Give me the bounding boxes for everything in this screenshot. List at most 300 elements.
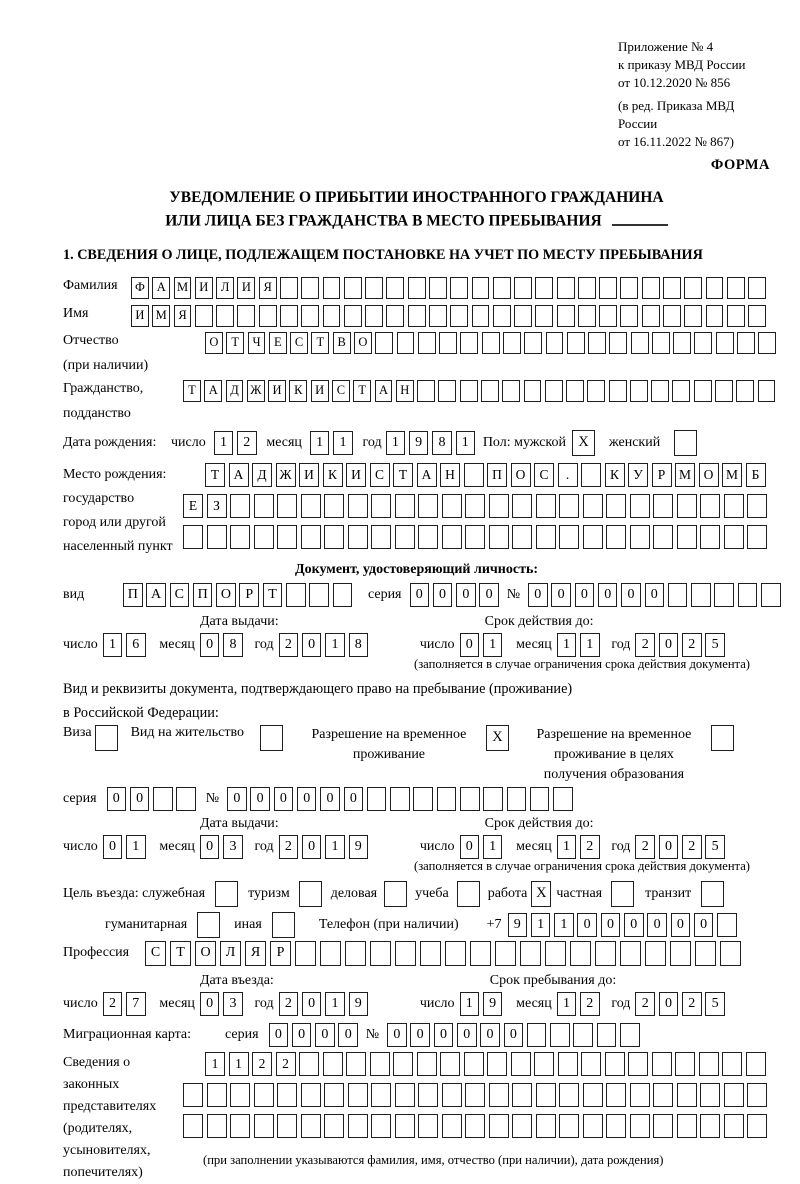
char-cell[interactable] — [320, 941, 341, 966]
birthplace-line1-input[interactable] — [205, 463, 771, 487]
char-cell[interactable] — [677, 525, 697, 549]
char-cell[interactable] — [375, 332, 393, 354]
char-cell[interactable] — [747, 494, 767, 518]
char-cell[interactable] — [507, 787, 527, 811]
char-cell[interactable] — [333, 583, 353, 607]
char-cell[interactable]: 0 — [292, 1023, 312, 1047]
char-cell[interactable]: 5 — [705, 633, 725, 657]
char-cell[interactable] — [663, 277, 681, 299]
char-cell[interactable] — [663, 305, 681, 327]
char-cell[interactable] — [420, 941, 441, 966]
char-cell[interactable] — [323, 305, 341, 327]
char-cell[interactable]: М — [174, 277, 192, 299]
char-cell[interactable] — [465, 525, 485, 549]
char-cell[interactable]: 0 — [659, 633, 679, 657]
char-cell[interactable]: 1 — [483, 633, 503, 657]
char-cell[interactable] — [570, 941, 591, 966]
char-cell[interactable] — [677, 494, 697, 518]
char-cell[interactable]: 3 — [223, 835, 243, 859]
legal-reps-line3-input[interactable] — [183, 1114, 771, 1138]
char-cell[interactable]: 0 — [694, 913, 714, 937]
tourism-checkbox[interactable] — [299, 881, 322, 907]
char-cell[interactable] — [736, 380, 754, 402]
char-cell[interactable] — [545, 941, 566, 966]
char-cell[interactable]: Я — [245, 941, 266, 966]
char-cell[interactable] — [558, 1052, 578, 1076]
patronymic-input[interactable] — [205, 332, 780, 354]
char-cell[interactable] — [301, 525, 321, 549]
char-cell[interactable] — [230, 1114, 250, 1138]
char-cell[interactable] — [348, 1114, 368, 1138]
char-cell[interactable] — [301, 277, 319, 299]
char-cell[interactable] — [442, 1083, 462, 1107]
char-cell[interactable]: 0 — [601, 913, 621, 937]
char-cell[interactable]: 0 — [460, 633, 480, 657]
char-cell[interactable] — [606, 494, 626, 518]
char-cell[interactable] — [495, 941, 516, 966]
char-cell[interactable]: Т — [226, 332, 244, 354]
char-cell[interactable]: Т — [170, 941, 191, 966]
char-cell[interactable]: 6 — [126, 633, 146, 657]
temp-residence-permit-checkbox[interactable]: X — [486, 725, 509, 751]
char-cell[interactable] — [630, 494, 650, 518]
char-cell[interactable] — [599, 277, 617, 299]
char-cell[interactable] — [684, 277, 702, 299]
char-cell[interactable] — [747, 525, 767, 549]
other-checkbox[interactable] — [272, 912, 295, 938]
char-cell[interactable] — [675, 1052, 695, 1076]
char-cell[interactable]: С — [170, 583, 190, 607]
char-cell[interactable]: 0 — [410, 583, 430, 607]
char-cell[interactable] — [371, 1083, 391, 1107]
doc-kind-input[interactable] — [123, 583, 356, 607]
char-cell[interactable] — [724, 494, 744, 518]
char-cell[interactable]: 0 — [460, 835, 480, 859]
char-cell[interactable] — [301, 1083, 321, 1107]
char-cell[interactable] — [566, 380, 584, 402]
doc-series-input[interactable] — [410, 583, 503, 607]
char-cell[interactable]: 0 — [456, 583, 476, 607]
char-cell[interactable] — [445, 941, 466, 966]
char-cell[interactable] — [413, 787, 433, 811]
private-checkbox[interactable] — [611, 881, 634, 907]
char-cell[interactable]: М — [722, 463, 742, 487]
char-cell[interactable]: К — [289, 380, 307, 402]
char-cell[interactable] — [694, 332, 712, 354]
char-cell[interactable] — [483, 787, 503, 811]
char-cell[interactable]: Е — [183, 494, 203, 518]
char-cell[interactable]: Т — [393, 463, 413, 487]
char-cell[interactable] — [597, 1023, 617, 1047]
char-cell[interactable] — [536, 494, 556, 518]
char-cell[interactable]: 9 — [508, 913, 528, 937]
char-cell[interactable]: 1 — [460, 992, 480, 1016]
char-cell[interactable] — [324, 1083, 344, 1107]
char-cell[interactable]: С — [290, 332, 308, 354]
char-cell[interactable] — [530, 787, 550, 811]
char-cell[interactable]: Я — [174, 305, 192, 327]
doc-number-input[interactable] — [528, 583, 784, 607]
char-cell[interactable]: С — [370, 463, 390, 487]
char-cell[interactable] — [620, 941, 641, 966]
char-cell[interactable] — [465, 1083, 485, 1107]
char-cell[interactable]: О — [511, 463, 531, 487]
char-cell[interactable]: 2 — [580, 992, 600, 1016]
char-cell[interactable]: 2 — [682, 835, 702, 859]
char-cell[interactable] — [573, 1023, 593, 1047]
char-cell[interactable]: И — [268, 380, 286, 402]
char-cell[interactable]: 2 — [279, 835, 299, 859]
char-cell[interactable] — [716, 332, 734, 354]
char-cell[interactable] — [653, 1114, 673, 1138]
char-cell[interactable]: 1 — [325, 992, 345, 1016]
char-cell[interactable] — [365, 305, 383, 327]
char-cell[interactable]: 0 — [302, 992, 322, 1016]
char-cell[interactable] — [700, 494, 720, 518]
char-cell[interactable]: 0 — [410, 1023, 430, 1047]
char-cell[interactable] — [395, 941, 416, 966]
char-cell[interactable]: 1 — [554, 913, 574, 937]
char-cell[interactable] — [365, 277, 383, 299]
char-cell[interactable] — [672, 380, 690, 402]
char-cell[interactable]: Д — [252, 463, 272, 487]
char-cell[interactable] — [620, 305, 638, 327]
char-cell[interactable]: О — [216, 583, 236, 607]
char-cell[interactable]: У — [628, 463, 648, 487]
char-cell[interactable] — [301, 1114, 321, 1138]
char-cell[interactable]: Л — [220, 941, 241, 966]
char-cell[interactable]: Т — [353, 380, 371, 402]
char-cell[interactable] — [207, 1114, 227, 1138]
char-cell[interactable] — [583, 1114, 603, 1138]
char-cell[interactable] — [748, 277, 766, 299]
char-cell[interactable]: И — [311, 380, 329, 402]
char-cell[interactable] — [595, 941, 616, 966]
char-cell[interactable] — [559, 525, 579, 549]
permit-valid-month-input[interactable] — [557, 835, 604, 859]
char-cell[interactable] — [472, 305, 490, 327]
char-cell[interactable] — [371, 1114, 391, 1138]
char-cell[interactable]: Р — [270, 941, 291, 966]
char-cell[interactable] — [606, 1083, 626, 1107]
char-cell[interactable] — [581, 463, 601, 487]
char-cell[interactable]: 0 — [479, 583, 499, 607]
char-cell[interactable] — [546, 332, 564, 354]
char-cell[interactable] — [489, 1114, 509, 1138]
char-cell[interactable] — [620, 277, 638, 299]
char-cell[interactable] — [583, 1083, 603, 1107]
char-cell[interactable] — [722, 1052, 742, 1076]
char-cell[interactable]: 1 — [333, 431, 353, 455]
char-cell[interactable]: С — [145, 941, 166, 966]
char-cell[interactable]: Ж — [276, 463, 296, 487]
female-checkbox[interactable] — [674, 430, 697, 456]
char-cell[interactable] — [717, 913, 737, 937]
char-cell[interactable] — [738, 583, 758, 607]
char-cell[interactable] — [706, 277, 724, 299]
char-cell[interactable] — [207, 1083, 227, 1107]
char-cell[interactable] — [418, 494, 438, 518]
char-cell[interactable] — [737, 332, 755, 354]
study-checkbox[interactable] — [457, 881, 480, 907]
char-cell[interactable] — [439, 332, 457, 354]
char-cell[interactable] — [653, 1083, 673, 1107]
char-cell[interactable] — [324, 1114, 344, 1138]
humanitarian-checkbox[interactable] — [197, 912, 220, 938]
char-cell[interactable] — [652, 332, 670, 354]
char-cell[interactable] — [695, 941, 716, 966]
char-cell[interactable] — [545, 380, 563, 402]
stay-month-input[interactable] — [557, 992, 604, 1016]
char-cell[interactable]: 0 — [528, 583, 548, 607]
char-cell[interactable]: О — [195, 941, 216, 966]
char-cell[interactable] — [550, 1023, 570, 1047]
char-cell[interactable] — [514, 277, 532, 299]
char-cell[interactable] — [606, 525, 626, 549]
char-cell[interactable] — [630, 1114, 650, 1138]
char-cell[interactable]: 2 — [279, 992, 299, 1016]
char-cell[interactable] — [277, 1114, 297, 1138]
char-cell[interactable] — [408, 305, 426, 327]
char-cell[interactable] — [418, 1114, 438, 1138]
char-cell[interactable] — [395, 525, 415, 549]
male-checkbox[interactable]: X — [572, 430, 595, 456]
char-cell[interactable]: О — [205, 332, 223, 354]
char-cell[interactable]: 0 — [480, 1023, 500, 1047]
char-cell[interactable] — [557, 305, 575, 327]
char-cell[interactable] — [527, 1023, 547, 1047]
char-cell[interactable] — [482, 332, 500, 354]
char-cell[interactable]: 0 — [624, 913, 644, 937]
char-cell[interactable] — [301, 494, 321, 518]
legal-reps-line1-input[interactable] — [205, 1052, 771, 1076]
char-cell[interactable] — [514, 305, 532, 327]
char-cell[interactable] — [254, 525, 274, 549]
char-cell[interactable]: 0 — [621, 583, 641, 607]
char-cell[interactable] — [254, 1083, 274, 1107]
char-cell[interactable] — [440, 1052, 460, 1076]
char-cell[interactable]: 1 — [580, 633, 600, 657]
char-cell[interactable] — [536, 1114, 556, 1138]
work-checkbox[interactable]: X — [531, 881, 551, 907]
char-cell[interactable]: Е — [269, 332, 287, 354]
doc-valid-year-input[interactable] — [635, 633, 728, 657]
char-cell[interactable] — [395, 1114, 415, 1138]
char-cell[interactable] — [630, 380, 648, 402]
char-cell[interactable] — [720, 941, 741, 966]
char-cell[interactable] — [727, 277, 745, 299]
char-cell[interactable] — [535, 305, 553, 327]
char-cell[interactable] — [397, 332, 415, 354]
char-cell[interactable] — [418, 332, 436, 354]
char-cell[interactable]: 0 — [315, 1023, 335, 1047]
char-cell[interactable]: 0 — [671, 913, 691, 937]
stay-day-input[interactable] — [460, 992, 507, 1016]
char-cell[interactable] — [489, 494, 509, 518]
mig-series-input[interactable] — [269, 1023, 362, 1047]
char-cell[interactable] — [216, 305, 234, 327]
citizenship-input[interactable] — [183, 380, 779, 402]
char-cell[interactable]: 0 — [227, 787, 247, 811]
char-cell[interactable]: Р — [652, 463, 672, 487]
char-cell[interactable]: 2 — [635, 633, 655, 657]
char-cell[interactable]: 0 — [344, 787, 364, 811]
char-cell[interactable] — [230, 525, 250, 549]
char-cell[interactable] — [758, 332, 776, 354]
char-cell[interactable]: А — [146, 583, 166, 607]
char-cell[interactable]: Н — [440, 463, 460, 487]
char-cell[interactable] — [677, 1083, 697, 1107]
char-cell[interactable] — [511, 1052, 531, 1076]
char-cell[interactable] — [746, 1052, 766, 1076]
char-cell[interactable]: 0 — [577, 913, 597, 937]
char-cell[interactable] — [254, 1114, 274, 1138]
char-cell[interactable]: 1 — [386, 431, 406, 455]
char-cell[interactable] — [587, 380, 605, 402]
char-cell[interactable] — [207, 525, 227, 549]
char-cell[interactable] — [299, 1052, 319, 1076]
birthplace-line3-input[interactable] — [183, 525, 771, 549]
char-cell[interactable] — [230, 494, 250, 518]
char-cell[interactable] — [670, 941, 691, 966]
char-cell[interactable] — [715, 380, 733, 402]
char-cell[interactable] — [277, 525, 297, 549]
char-cell[interactable] — [286, 583, 306, 607]
char-cell[interactable] — [348, 525, 368, 549]
char-cell[interactable]: 0 — [504, 1023, 524, 1047]
char-cell[interactable] — [183, 1083, 203, 1107]
char-cell[interactable] — [230, 1083, 250, 1107]
char-cell[interactable]: 8 — [349, 633, 369, 657]
char-cell[interactable]: А — [152, 277, 170, 299]
char-cell[interactable]: 2 — [103, 992, 123, 1016]
char-cell[interactable]: 1 — [205, 1052, 225, 1076]
char-cell[interactable]: 5 — [705, 835, 725, 859]
char-cell[interactable] — [489, 525, 509, 549]
char-cell[interactable]: К — [323, 463, 343, 487]
char-cell[interactable] — [370, 1052, 390, 1076]
char-cell[interactable] — [395, 1083, 415, 1107]
char-cell[interactable]: 2 — [682, 633, 702, 657]
char-cell[interactable]: 1 — [531, 913, 551, 937]
char-cell[interactable]: Т — [311, 332, 329, 354]
doc-valid-month-input[interactable] — [557, 633, 604, 657]
char-cell[interactable]: 1 — [557, 633, 577, 657]
char-cell[interactable] — [254, 494, 274, 518]
char-cell[interactable] — [450, 305, 468, 327]
char-cell[interactable]: 2 — [635, 992, 655, 1016]
visa-checkbox[interactable] — [95, 725, 118, 751]
char-cell[interactable] — [323, 277, 341, 299]
char-cell[interactable] — [472, 277, 490, 299]
char-cell[interactable]: А — [204, 380, 222, 402]
char-cell[interactable] — [630, 1083, 650, 1107]
char-cell[interactable]: Ч — [248, 332, 266, 354]
permit-issue-day-input[interactable] — [103, 835, 150, 859]
char-cell[interactable] — [557, 277, 575, 299]
char-cell[interactable]: 9 — [349, 835, 369, 859]
surname-input[interactable] — [131, 277, 769, 299]
char-cell[interactable]: И — [195, 277, 213, 299]
char-cell[interactable] — [493, 305, 511, 327]
char-cell[interactable]: 1 — [557, 835, 577, 859]
char-cell[interactable]: 0 — [645, 583, 665, 607]
char-cell[interactable]: И — [237, 277, 255, 299]
char-cell[interactable]: О — [354, 332, 372, 354]
permit-valid-day-input[interactable] — [460, 835, 507, 859]
char-cell[interactable] — [534, 1052, 554, 1076]
char-cell[interactable] — [493, 277, 511, 299]
char-cell[interactable] — [651, 380, 669, 402]
char-cell[interactable] — [395, 494, 415, 518]
char-cell[interactable]: 8 — [432, 431, 452, 455]
char-cell[interactable] — [524, 332, 542, 354]
char-cell[interactable] — [280, 277, 298, 299]
char-cell[interactable] — [418, 525, 438, 549]
char-cell[interactable]: Л — [216, 277, 234, 299]
char-cell[interactable] — [237, 305, 255, 327]
business-checkbox[interactable] — [384, 881, 407, 907]
char-cell[interactable] — [460, 787, 480, 811]
char-cell[interactable] — [301, 305, 319, 327]
char-cell[interactable]: Н — [396, 380, 414, 402]
char-cell[interactable]: 1 — [456, 431, 476, 455]
char-cell[interactable] — [691, 583, 711, 607]
char-cell[interactable] — [578, 277, 596, 299]
char-cell[interactable] — [694, 380, 712, 402]
char-cell[interactable]: 9 — [483, 992, 503, 1016]
permit-series-input[interactable] — [107, 787, 200, 811]
char-cell[interactable]: О — [699, 463, 719, 487]
char-cell[interactable]: 2 — [252, 1052, 272, 1076]
char-cell[interactable] — [700, 525, 720, 549]
char-cell[interactable]: 0 — [659, 992, 679, 1016]
permit-issue-month-input[interactable] — [200, 835, 247, 859]
doc-issue-month-input[interactable] — [200, 633, 247, 657]
char-cell[interactable] — [429, 277, 447, 299]
char-cell[interactable]: А — [417, 463, 437, 487]
char-cell[interactable]: 1 — [325, 835, 345, 859]
char-cell[interactable] — [324, 525, 344, 549]
transit-checkbox[interactable] — [701, 881, 724, 907]
char-cell[interactable] — [524, 380, 542, 402]
char-cell[interactable]: 1 — [229, 1052, 249, 1076]
char-cell[interactable]: 2 — [580, 835, 600, 859]
char-cell[interactable] — [309, 583, 329, 607]
char-cell[interactable] — [489, 1083, 509, 1107]
char-cell[interactable]: 0 — [320, 787, 340, 811]
char-cell[interactable] — [183, 1114, 203, 1138]
doc-issue-year-input[interactable] — [279, 633, 372, 657]
char-cell[interactable]: 0 — [269, 1023, 289, 1047]
char-cell[interactable]: 8 — [223, 633, 243, 657]
char-cell[interactable] — [323, 1052, 343, 1076]
char-cell[interactable]: 0 — [338, 1023, 358, 1047]
char-cell[interactable] — [277, 1083, 297, 1107]
permit-valid-year-input[interactable] — [635, 835, 728, 859]
permit-issue-year-input[interactable] — [279, 835, 372, 859]
char-cell[interactable]: П — [193, 583, 213, 607]
char-cell[interactable] — [628, 1052, 648, 1076]
profession-input[interactable] — [145, 941, 745, 966]
char-cell[interactable] — [609, 332, 627, 354]
char-cell[interactable] — [386, 277, 404, 299]
permit-number-input[interactable] — [227, 787, 576, 811]
char-cell[interactable]: 0 — [302, 633, 322, 657]
char-cell[interactable]: Р — [239, 583, 259, 607]
char-cell[interactable]: 0 — [575, 583, 595, 607]
char-cell[interactable] — [747, 1083, 767, 1107]
